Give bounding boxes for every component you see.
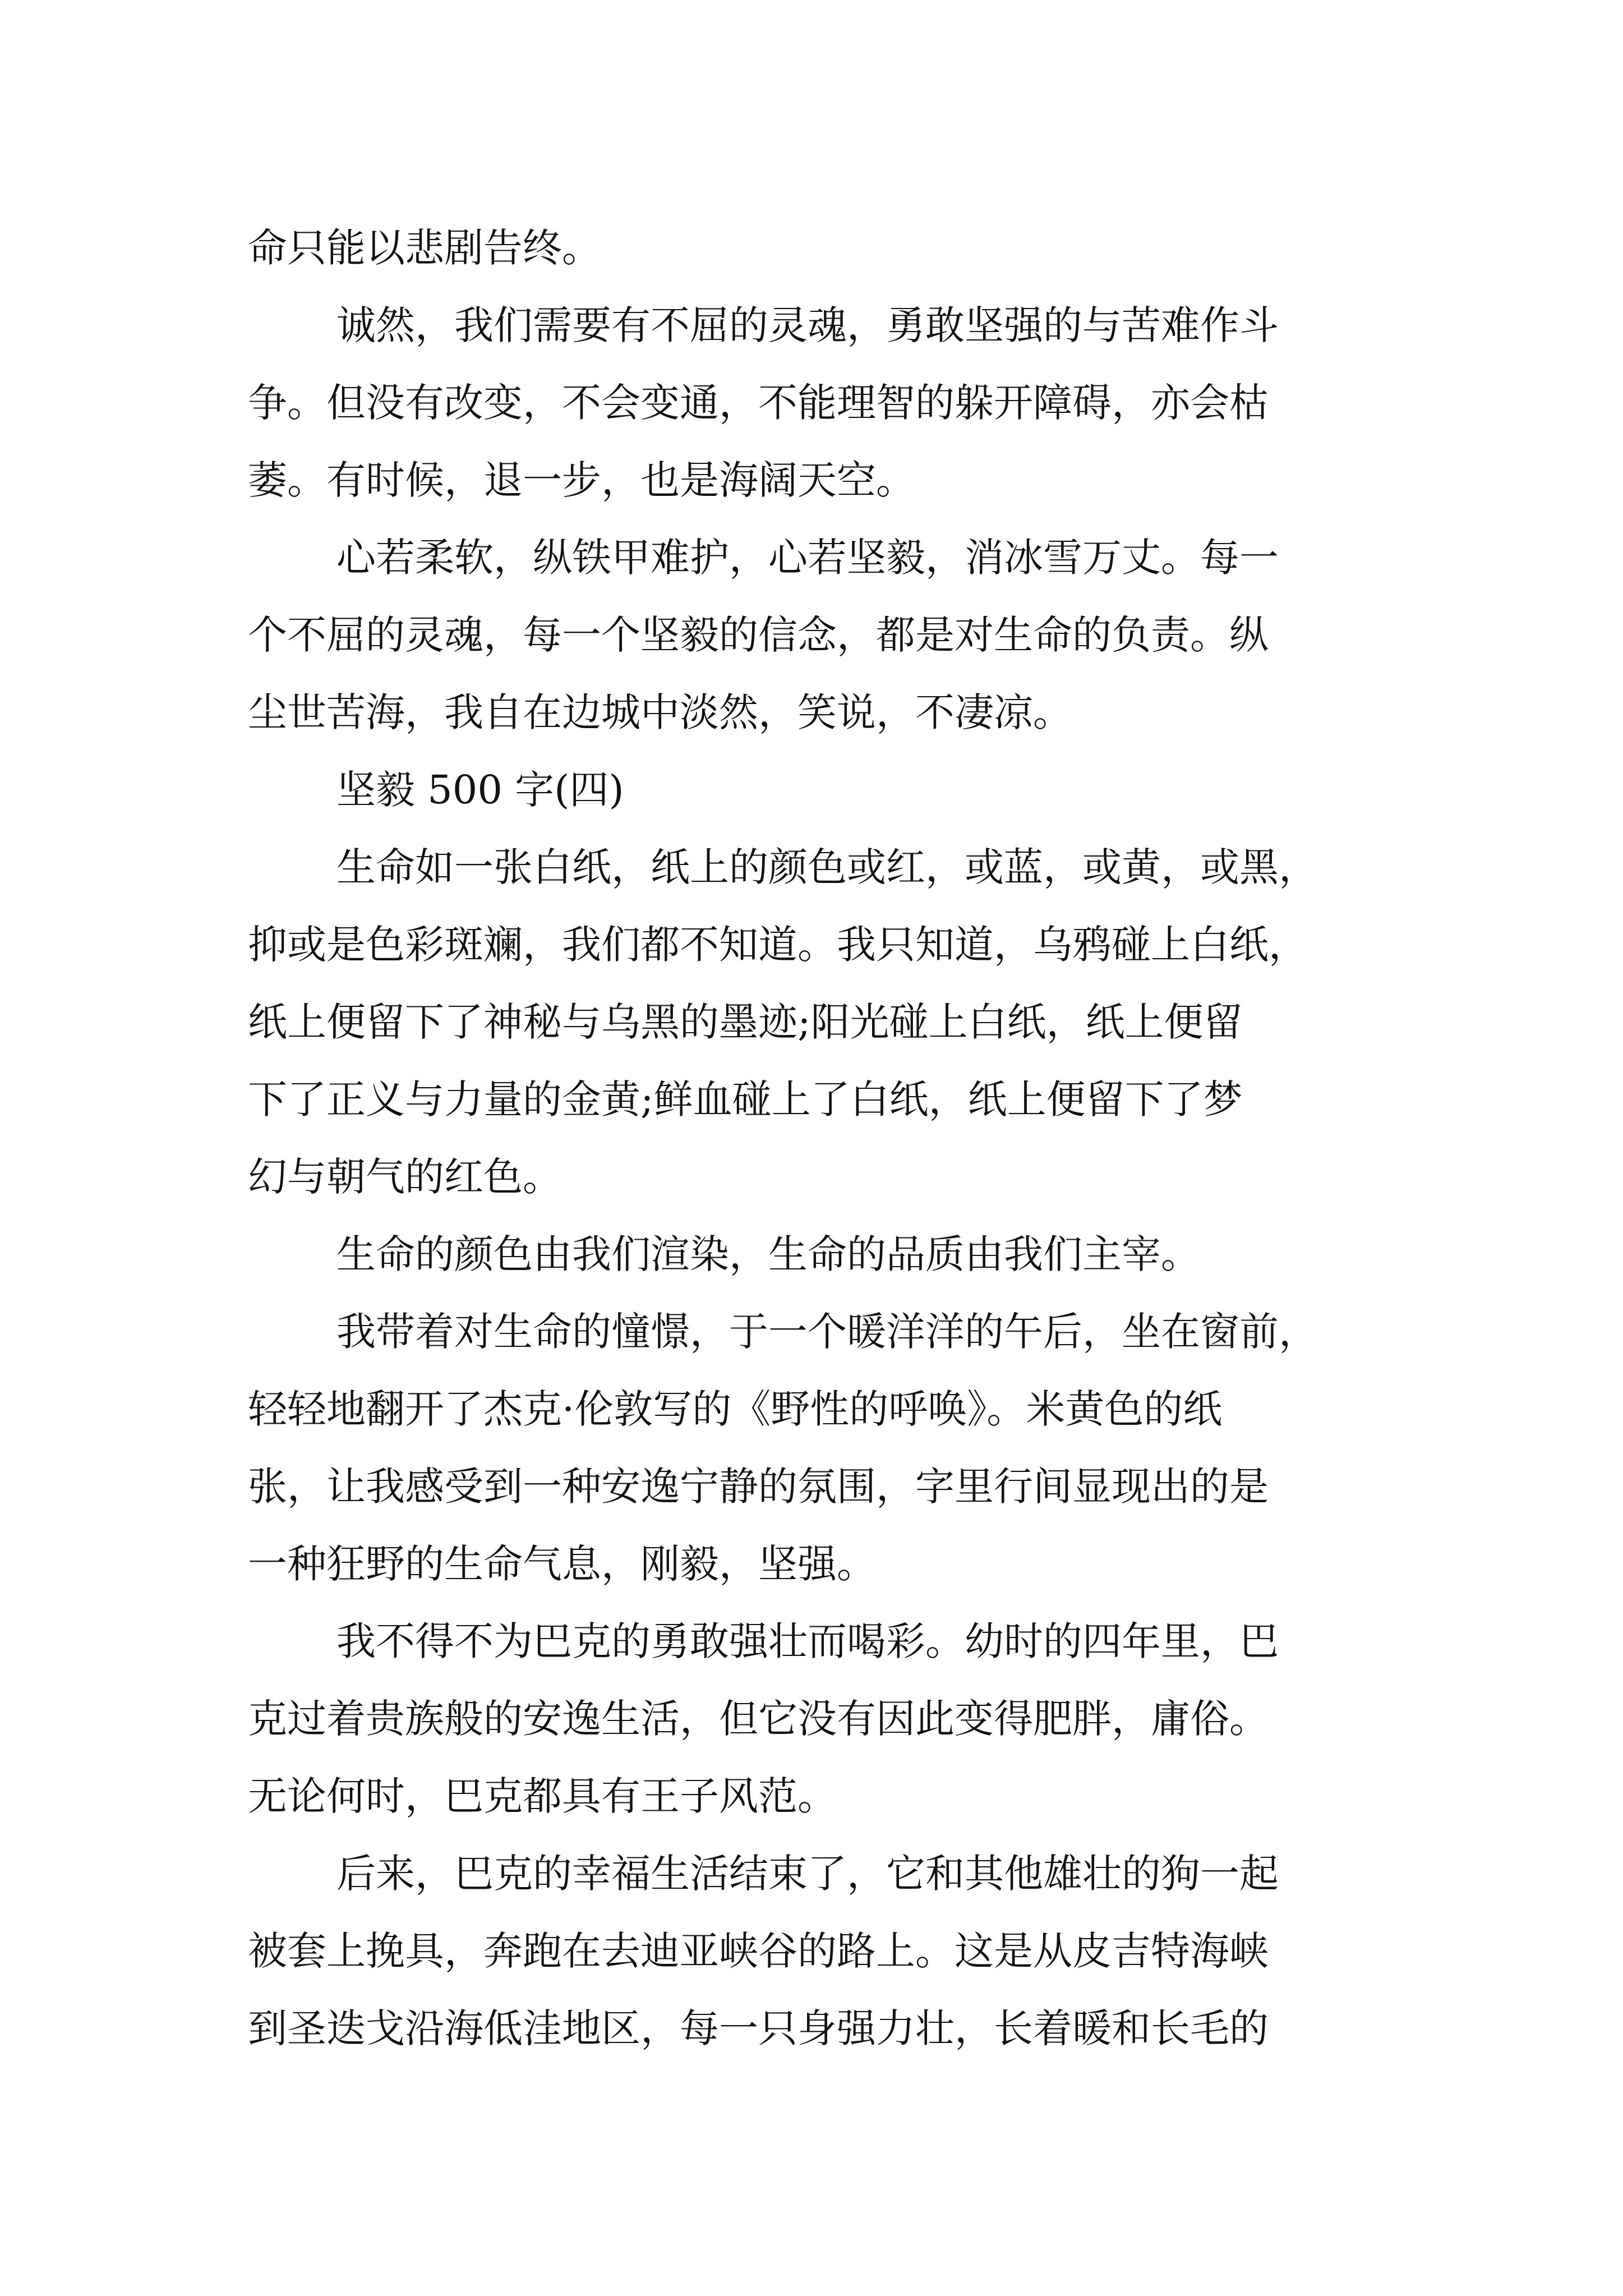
text-line <box>0 375 1623 431</box>
text-line <box>0 1458 1623 1515</box>
line-text: 一种狂野的生命气息，刚毅，坚强。 <box>248 1541 876 1587</box>
text-line <box>0 684 1623 740</box>
text-line <box>0 1923 1623 1979</box>
line-text: 心若柔软，纵铁甲难护，心若坚毅，消冰雪万丈。每一 <box>336 535 1279 581</box>
line-text: 争。但没有改变，不会变通，不能理智的躲开障碍，亦会枯 <box>248 380 1269 426</box>
text-line <box>0 297 1623 353</box>
text-line <box>0 1304 1623 1360</box>
line-text: 下了正义与力量的金黄;鲜血碰上了白纸，纸上便留下了梦 <box>248 1076 1243 1122</box>
line-text: 我不得不为巴克的勇敢强壮而喝彩。幼时的四年里，巴 <box>336 1618 1279 1664</box>
text-line <box>0 1536 1623 1592</box>
line-text: 萎。有时候，退一步，也是海阔天空。 <box>248 457 915 503</box>
line-text: 诚然，我们需要有不屈的灵魂，勇敢坚强的与苦难作斗 <box>336 302 1279 348</box>
text-line <box>0 1768 1623 1824</box>
text-line <box>0 1691 1623 1747</box>
text-line <box>0 220 1623 276</box>
line-text: 生命的颜色由我们渲染，生命的品质由我们主宰。 <box>336 1231 1200 1277</box>
line-text: 个不屈的灵魂，每一个坚毅的信念，都是对生命的负责。纵 <box>248 612 1269 658</box>
text-line <box>0 1381 1623 1437</box>
line-text: 我带着对生命的憧憬，于一个暖洋洋的午后，坐在窗前， <box>336 1309 1318 1355</box>
text-line <box>0 994 1623 1050</box>
text-line <box>0 1613 1623 1669</box>
text-line <box>0 607 1623 663</box>
line-text: 幻与朝气的红色。 <box>248 1154 562 1200</box>
text-line <box>0 839 1623 895</box>
section-heading: 坚毅 500 字(四) <box>336 767 624 813</box>
text-line <box>0 1226 1623 1282</box>
text-line <box>0 917 1623 973</box>
line-text: 无论何时，巴克都具有王子风范。 <box>248 1773 837 1819</box>
text-line <box>0 530 1623 586</box>
line-text: 抑或是色彩斑斓，我们都不知道。我只知道，乌鸦碰上白纸， <box>248 922 1308 968</box>
line-text: 被套上挽具，奔跑在去迪亚峡谷的路上。这是从皮吉特海峡 <box>248 1928 1269 1974</box>
text-line <box>0 2000 1623 2056</box>
text-line <box>0 762 1623 818</box>
text-line <box>0 1149 1623 1205</box>
line-text: 后来，巴克的幸福生活结束了，它和其他雄壮的狗一起 <box>336 1851 1279 1897</box>
text-line <box>0 1846 1623 1902</box>
text-line <box>0 1071 1623 1128</box>
line-text: 克过着贵族般的安逸生活，但它没有因此变得肥胖，庸俗。 <box>248 1696 1269 1742</box>
line-text: 生命如一张白纸，纸上的颜色或红，或蓝，或黄，或黑， <box>336 844 1318 890</box>
line-text: 命只能以悲剧告终。 <box>248 225 601 271</box>
line-text: 尘世苦海，我自在边城中淡然，笑说，不凄凉。 <box>248 689 1072 735</box>
line-text: 到圣迭戈沿海低洼地区，每一只身强力壮，长着暖和长毛的 <box>248 2005 1269 2051</box>
line-text: 张，让我感受到一种安逸宁静的氛围，字里行间显现出的是 <box>248 1464 1269 1510</box>
line-text: 纸上便留下了神秘与乌黑的墨迹;阳光碰上白纸，纸上便留 <box>248 999 1243 1045</box>
text-line <box>0 452 1623 508</box>
line-text: 轻轻地翻开了杰克·伦敦写的《野性的呼唤》。米黄色的纸 <box>248 1386 1223 1432</box>
